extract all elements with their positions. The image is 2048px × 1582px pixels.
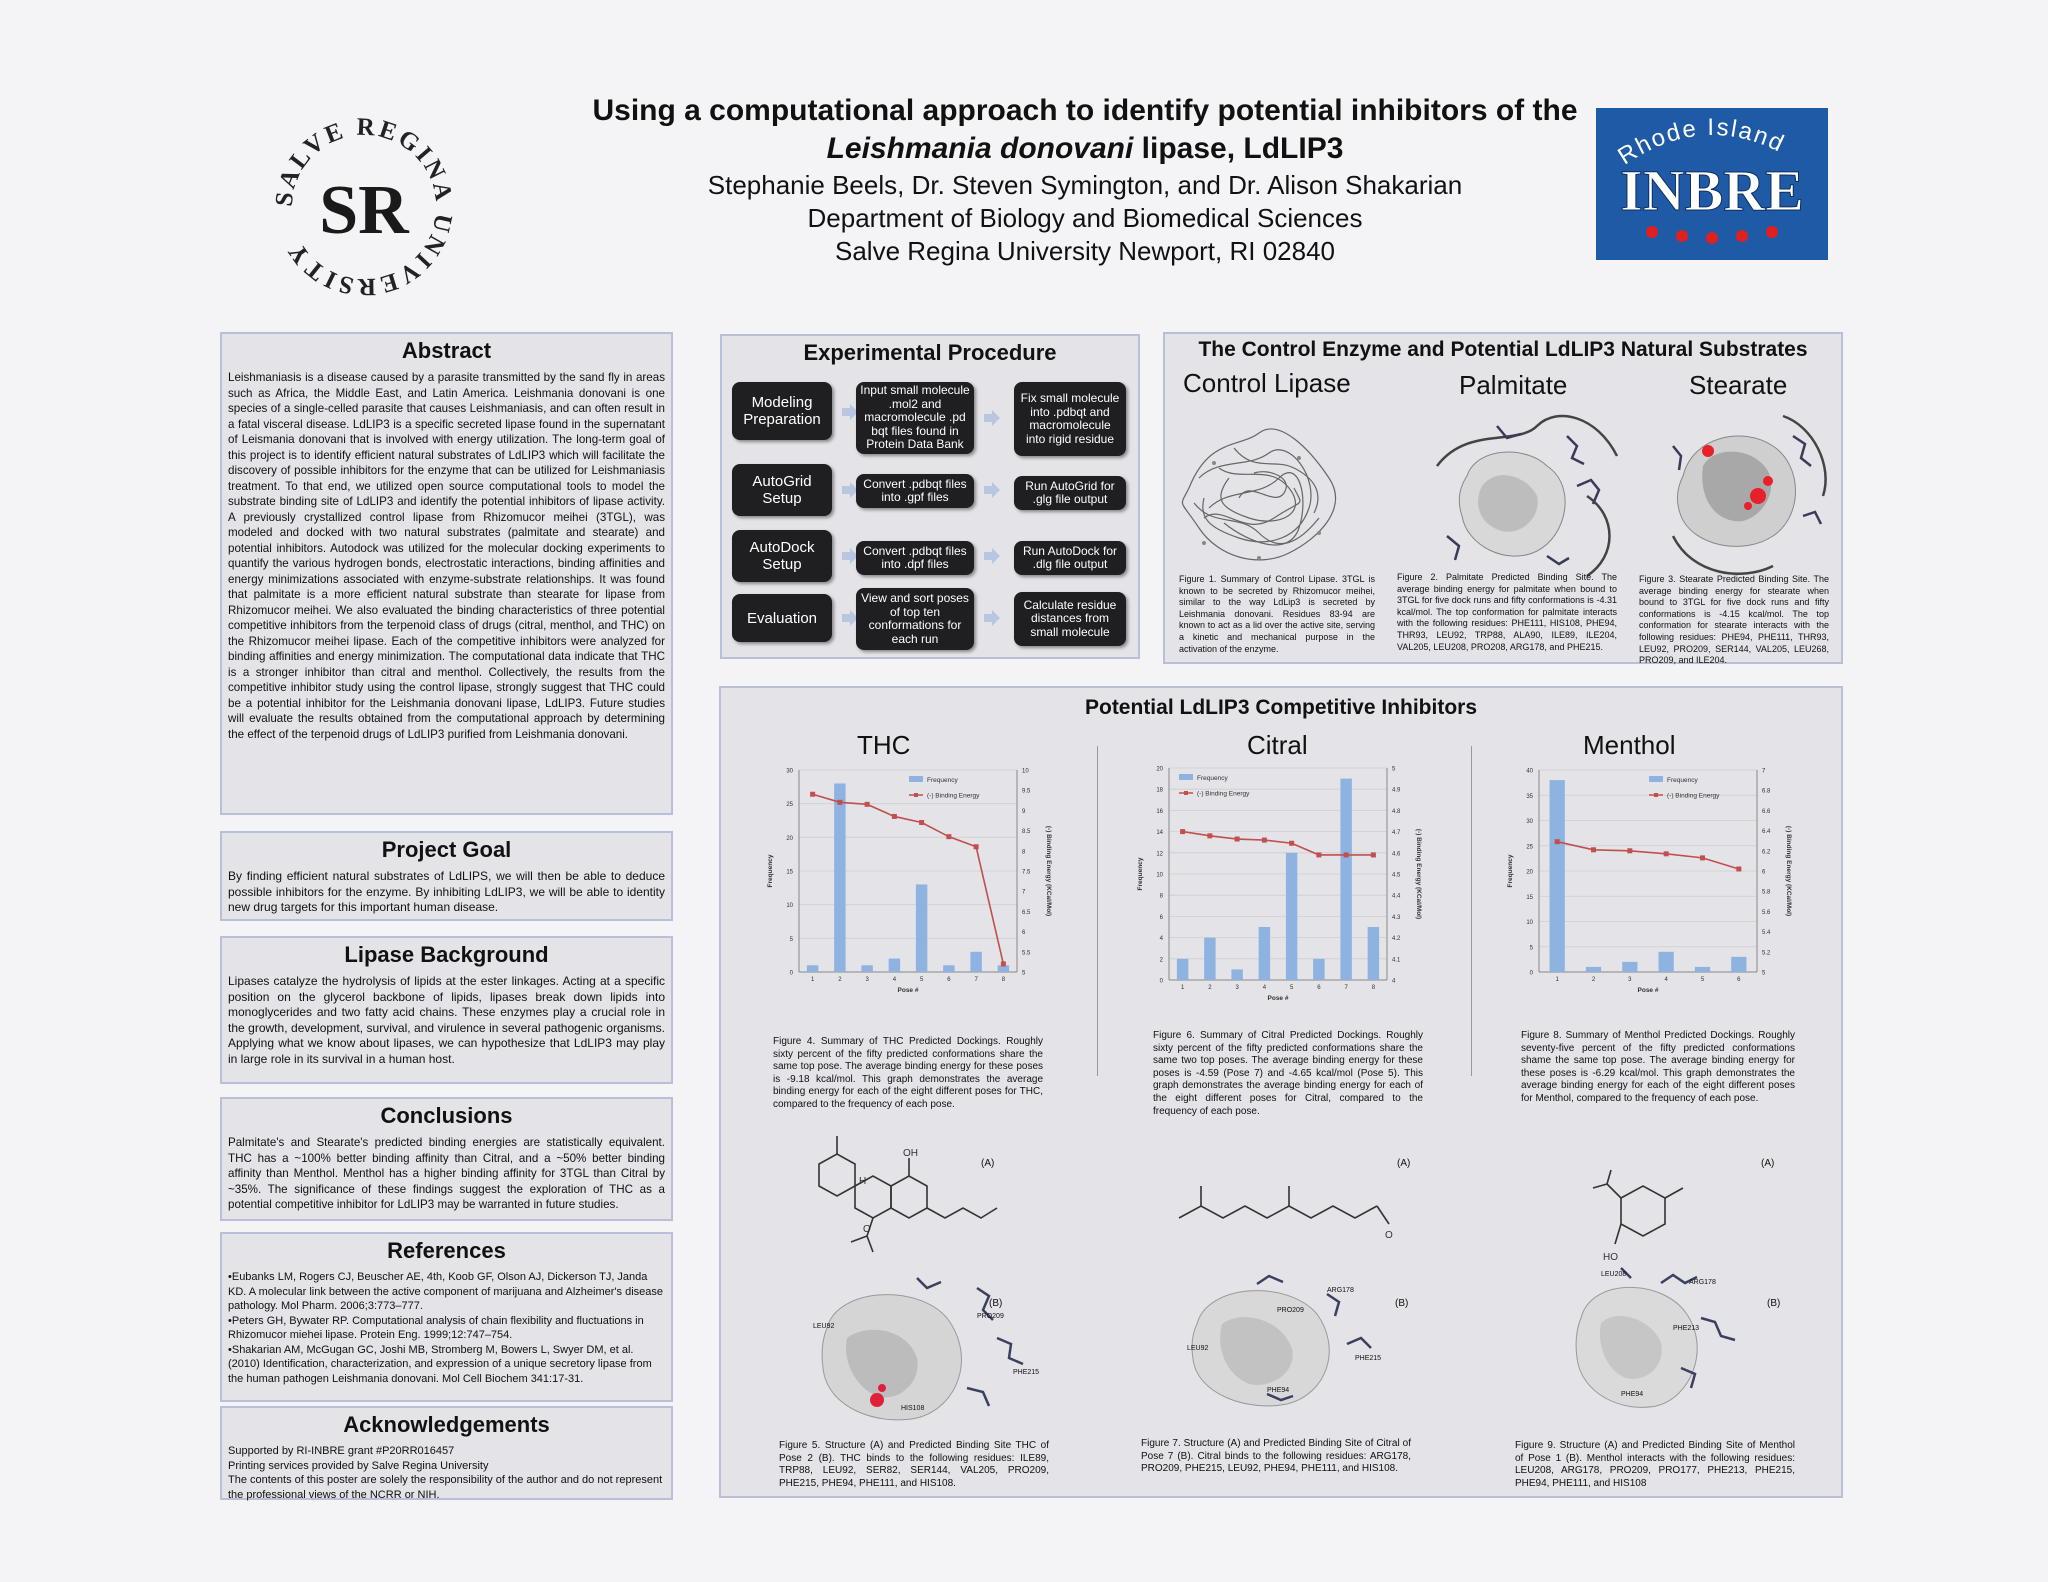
bar <box>1286 853 1297 980</box>
y-tick-label-right: 5.8 <box>1762 889 1771 896</box>
svg-text:Rhode Island: Rhode Island <box>1613 113 1790 171</box>
x-tick-label: 3 <box>1628 977 1632 983</box>
legend-label: Frequency <box>1197 775 1228 782</box>
label-menthol: Menthol <box>1583 730 1676 760</box>
residue-label: PHE215 <box>1355 1355 1382 1362</box>
ack-line: The contents of this poster are solely the responsibility of the author and do not represent the professional views of the NCRR or NIH. <box>228 1474 663 1501</box>
y-tick-label-right: 4.7 <box>1392 830 1401 837</box>
energy-point <box>810 792 815 797</box>
y-tick-label-right: 6.4 <box>1762 829 1771 836</box>
figure-6-caption: Figure 6. Summary of Citral Predicted Dockings. Roughly sixty percent of the fifty predicted conformations share the same two top poses. The average binding energy for these poses is -4.59 (Pose 7) and -4.65 kcal/mol (Pose 5). This graph demonstrates the average binding energy for each of the eight different poses for Citral, compared to the frequency of each pose. <box>1153 1030 1423 1117</box>
y-tick-label-left: 10 <box>1526 920 1533 926</box>
x-tick-label: 2 <box>838 977 842 983</box>
x-tick-label: 4 <box>1262 985 1267 991</box>
energy-point <box>1664 851 1669 856</box>
y-tick-label-left: 0 <box>789 970 793 977</box>
bar <box>807 965 818 972</box>
y-tick-label-left: 20 <box>1526 869 1533 876</box>
x-tick-label: 6 <box>947 977 951 983</box>
y-tick-label-left: 18 <box>1156 787 1163 794</box>
figure-4-caption: Figure 4. Summary of THC Predicted Dockings. Roughly sixty percent of the fifty predicted conformations share the same top pose. The average binding energy for these poses is -9.18 kcal/mol. This graph demonstrates the average binding energy for each of the eight different poses for THC, compared to the frequency of each pose. <box>773 1036 1043 1110</box>
y-tick-label-left: 8 <box>1159 893 1163 900</box>
legend-label: (-) Binding Energy <box>1197 790 1250 798</box>
y-tick-label-right: 4.3 <box>1392 914 1401 921</box>
marker-a: (A) <box>981 1158 995 1169</box>
bar <box>1368 927 1379 980</box>
y-tick-label-right: 6.2 <box>1762 849 1771 856</box>
energy-point <box>1316 852 1321 857</box>
citral-docking-chart <box>1133 760 1423 1010</box>
x-axis-label: Pose # <box>897 987 919 994</box>
y-tick-label-right: 9 <box>1022 808 1026 815</box>
residue-label: PRO209 <box>1277 1307 1304 1314</box>
bar <box>1731 957 1746 972</box>
y-tick-label-left: 35 <box>1526 793 1533 800</box>
y-tick-label-right: 4.6 <box>1392 851 1401 858</box>
y-tick-label-right: 4.8 <box>1392 808 1401 815</box>
energy-point <box>1736 866 1741 871</box>
legend-swatch-bar <box>1649 776 1663 782</box>
x-tick-label: 4 <box>892 977 897 983</box>
stearate-binding-image <box>1663 406 1838 586</box>
palmitate-binding-image <box>1427 406 1627 586</box>
y-tick-label-left: 5 <box>789 936 793 943</box>
residue-label: LEU92 <box>1187 1345 1209 1352</box>
marker-a: (A) <box>1761 1158 1775 1169</box>
bar <box>1177 959 1188 980</box>
bar <box>861 965 872 972</box>
svg-text:SR: SR <box>319 172 409 249</box>
legend-label: (-) Binding Energy <box>1667 792 1720 800</box>
references-panel <box>220 1232 673 1402</box>
energy-point <box>919 820 924 825</box>
y-tick-label-left: 10 <box>786 903 793 910</box>
department: Department of Biology and Biomedical Sciences <box>807 203 1363 233</box>
legend-swatch-point <box>1654 793 1658 797</box>
y-tick-label-left: 12 <box>1156 851 1163 858</box>
figure-8-caption: Figure 8. Summary of Menthol Predicted Dockings. Roughly seventy-five percent of the fifty predicted conformations shame the same top pose. The average binding energy for these poses is -6.29 kcal/mol. This graph demonstrates the average binding energy for each of the eight different poses for Menthol, compared to the frequency of each pose. <box>1521 1030 1795 1104</box>
x-axis-label: Pose # <box>1637 987 1659 994</box>
x-tick-label: 3 <box>1235 985 1239 991</box>
thc-docking-chart <box>763 762 1053 1002</box>
y-tick-label-left: 6 <box>1159 914 1163 921</box>
y-tick-label-right: 8 <box>1022 849 1026 856</box>
y-tick-label-right: 5 <box>1762 970 1766 977</box>
energy-point <box>1591 847 1596 852</box>
energy-point <box>892 814 897 819</box>
y-axis-label-right: (-) Binding Energy (KCal/Mol) <box>1785 825 1792 917</box>
energy-point <box>946 834 951 839</box>
title-line-2 <box>460 130 1710 168</box>
y-tick-label-right: 4.1 <box>1392 957 1401 964</box>
legend-label: (-) Binding Energy <box>927 792 980 800</box>
column-divider <box>1097 746 1098 1076</box>
label-citral: Citral <box>1247 730 1308 760</box>
citral-binding-site-image <box>1177 1264 1407 1414</box>
control-lipase-image <box>1179 418 1339 568</box>
residue-label: PHE94 <box>1621 1391 1644 1398</box>
input-evaluation: View and sort poses of top ten conformations for each run <box>856 588 974 650</box>
y-tick-label-right: 5 <box>1392 766 1396 773</box>
energy-point <box>1555 839 1560 844</box>
y-tick-label-left: 30 <box>1526 819 1533 825</box>
y-tick-label-right: 5.4 <box>1762 930 1771 937</box>
energy-point <box>837 800 842 805</box>
university: Salve Regina University Newport, RI 02840 <box>834 236 1336 266</box>
x-tick-label: 1 <box>810 977 815 983</box>
thc-binding-site-image <box>807 1268 1047 1428</box>
column-divider <box>1471 746 1472 1076</box>
y-tick-label-right: 7.5 <box>1022 869 1031 876</box>
substrates-panel <box>1163 332 1843 664</box>
svg-text:O: O <box>863 1224 871 1235</box>
x-tick-label: 8 <box>1001 977 1006 983</box>
x-tick-label: 7 <box>1344 985 1348 991</box>
energy-point <box>1235 837 1240 842</box>
svg-text:H: H <box>859 1176 867 1187</box>
energy-point <box>1371 852 1376 857</box>
residue-label: LEU92 <box>813 1323 835 1330</box>
marker-b: (B) <box>1767 1298 1781 1309</box>
title-species: Leishmania donovani <box>826 132 1134 165</box>
acknowledgements-title: Acknowledgements <box>343 1412 550 1437</box>
arrow-right-icon <box>984 482 1000 498</box>
arrow-right-icon <box>984 410 1000 426</box>
figure-1-caption: Figure 1. Summary of Control Lipase. 3TGL is known to be secreted by Rhizomucor meihei, similar to the way LdLip3 is secreted by Leishmania donovani. Residues 83-94 are known to act as a lid over the active site, serving a kinetic and mechanical purpose in the activation of the enzyme. <box>1179 574 1375 654</box>
residue-label: PHE94 <box>1267 1387 1290 1394</box>
reference-item: •Shakarian AM, McGugan GC, Joshi MB, Stromberg M, Bowers L, Swyer DM, et al. (2010) Identification, characterization, and expression of a unique secretory lipase from the human pathogen Leishmania donovani. Mol Cell Biochem 341:17-31. <box>228 1343 652 1385</box>
conclusions-title: Conclusions <box>380 1103 513 1128</box>
bar <box>1340 779 1351 980</box>
y-tick-label-left: 2 <box>1159 957 1163 964</box>
bar <box>1313 959 1324 980</box>
legend-swatch-bar <box>909 776 923 782</box>
y-tick-label-right: 5.6 <box>1762 909 1771 916</box>
background-text: Lipases catalyze the hydrolysis of lipids at the ester linkages. Acting at a specific position on the glycerol backbone of lipids, lipases break down lipids into monoglycerides and two fatty acid chains. These enzymes play a crucial role in the growth, development, survival, and virulence in several pathogenic organisms. Applying what we know about lipases, we can hypothesize that LdLIP3 may play in large role in its survival in a human host. <box>228 974 665 1066</box>
figure-3-caption: Figure 3. Stearate Predicted Binding Site. The average binding energy for stearate when bound to 3TGL for five dock runs and fifty conformations is -4.15 kcal/mol. The top conformation for stearate interacts with the following residues: PHE94, PHE111, THR93, LEU92, PRO209, SER144, VAL205, LEU268, PRO209, and ILE204. <box>1639 574 1829 666</box>
x-tick-label: 2 <box>1208 985 1212 991</box>
inhibitors-panel <box>719 686 1843 1498</box>
stage-modeling: Modeling Preparation <box>732 382 832 440</box>
output-modeling: Fix small molecule into .pdbqt and macromolecule into rigid residue <box>1014 382 1126 456</box>
marker-a: (A) <box>1397 1158 1411 1169</box>
legend-label: Frequency <box>1667 777 1698 784</box>
bar <box>970 952 981 972</box>
conclusions-text: Palmitate's and Stearate's predicted binding energies are statistically equivalent. THC has a ~100% better binding affinity than Citral, and a ~50% better binding affinity than Menthol. Menthol has a higher binding affinity for 3TGL than Citral by ~35%. The significance of these findings suggest the exploration of THC as a potential competitive inhibitor for LdLIP3 may be warranted in future studies. <box>228 1136 665 1212</box>
y-tick-label-left: 14 <box>1156 830 1163 837</box>
y-tick-label-left: 20 <box>786 835 793 842</box>
y-tick-label-right: 4.9 <box>1392 787 1401 794</box>
energy-point <box>1700 855 1705 860</box>
x-tick-label: 1 <box>1180 985 1185 991</box>
legend-label: Frequency <box>927 777 958 784</box>
input-modeling: Input small molecule .mol2 and macromolecule .pd bqt files found in Protein Data Bank <box>856 382 974 454</box>
energy-point <box>974 844 979 849</box>
y-tick-label-right: 6.6 <box>1762 808 1771 815</box>
y-tick-label-left: 25 <box>786 802 793 809</box>
y-tick-label-right: 6.8 <box>1762 788 1771 795</box>
inhibitors-title: Potential LdLIP3 Competitive Inhibitors <box>1084 696 1478 719</box>
energy-point <box>1001 961 1006 966</box>
residue-label: PHE213 <box>1673 1325 1700 1332</box>
substrates-title: The Control Enzyme and Potential LdLIP3 Natural Substrates <box>1198 338 1808 361</box>
bar <box>916 884 927 972</box>
y-axis-label-left: Frequency <box>767 854 774 888</box>
y-tick-label-left: 25 <box>1526 844 1533 851</box>
y-tick-label-right: 7 <box>1022 889 1026 896</box>
x-tick-label: 8 <box>1371 985 1376 991</box>
arrow-right-icon <box>984 610 1000 626</box>
acknowledgements-panel <box>220 1406 673 1500</box>
y-tick-label-left: 5 <box>1529 945 1533 952</box>
y-tick-label-left: 20 <box>1156 766 1163 773</box>
bar <box>1586 967 1601 972</box>
reference-item: •Eubanks LM, Rogers CJ, Beuscher AE, 4th, Koob GF, Olson AJ, Dickerson TJ, Janda KD. A molecular link between the active component of marijuana and Alzheimer's disease pathology. Mol Pharm. 2006;3:773–777. <box>228 1271 664 1312</box>
energy-point <box>1180 829 1185 834</box>
energy-point <box>1262 838 1267 843</box>
y-tick-label-left: 15 <box>786 869 793 876</box>
y-tick-label-right: 8.5 <box>1022 829 1031 836</box>
y-tick-label-left: 0 <box>1529 970 1533 977</box>
y-tick-label-right: 5.5 <box>1022 950 1031 957</box>
background-title: Lipase Background <box>344 942 549 967</box>
residue-label: PHE215 <box>1013 1369 1040 1376</box>
y-tick-label-right: 4.4 <box>1392 893 1401 900</box>
label-stearate: Stearate <box>1689 370 1788 400</box>
residue-label: LEU208 <box>1601 1271 1627 1278</box>
x-tick-label: 7 <box>974 977 978 983</box>
title-line-1: Using a computational approach to identify potential inhibitors of the <box>592 94 1578 127</box>
references-title: References <box>387 1238 506 1263</box>
y-tick-label-right: 4.2 <box>1392 936 1401 943</box>
stage-evaluation: Evaluation <box>732 594 832 642</box>
y-tick-label-right: 6 <box>1022 930 1026 937</box>
y-tick-label-right: 6.5 <box>1022 909 1031 916</box>
x-tick-label: 3 <box>865 977 869 983</box>
goal-text: By finding efficient natural substrates of LdLIPS, we will then be able to deduce possible inhibitors for the enzyme. By inhibiting LdLIP3, we will be able to identity new drug targets for this important human disease. <box>228 869 665 915</box>
inbre-logo <box>1596 108 1828 260</box>
energy-point <box>1344 852 1349 857</box>
x-tick-label: 5 <box>919 977 924 983</box>
y-tick-label-right: 7 <box>1762 768 1766 775</box>
goal-title: Project Goal <box>381 837 512 862</box>
abstract-title: Abstract <box>401 338 492 363</box>
y-axis-label-left: Frequency <box>1507 854 1514 888</box>
menthol-docking-chart <box>1503 762 1793 1002</box>
citral-structure-image <box>1173 1178 1413 1248</box>
y-axis-label-right: (-) Binding Energy (KCal/Mol) <box>1045 825 1052 917</box>
poster-title <box>460 92 1710 168</box>
x-tick-label: 6 <box>1737 977 1741 983</box>
svg-text:HO: HO <box>1603 1252 1618 1263</box>
svg-text:OH: OH <box>903 1148 918 1159</box>
residue-label: ARG178 <box>1689 1279 1716 1286</box>
ack-line: Supported by RI-INBRE grant #P20RR016457 <box>228 1445 455 1457</box>
bar <box>943 965 954 972</box>
bar <box>889 959 900 972</box>
x-tick-label: 5 <box>1289 985 1294 991</box>
residue-label: ARG178 <box>1327 1287 1354 1294</box>
x-tick-label: 2 <box>1591 977 1596 983</box>
residue-label: HIS108 <box>901 1405 925 1412</box>
bar <box>1231 969 1242 980</box>
x-tick-label: 4 <box>1664 977 1668 983</box>
x-axis-label: Pose # <box>1267 995 1289 1002</box>
bar <box>1622 962 1637 972</box>
y-tick-label-left: 10 <box>1156 872 1163 879</box>
energy-point <box>865 802 870 807</box>
y-tick-label-left: 16 <box>1156 808 1163 815</box>
legend-swatch-point <box>1184 791 1188 795</box>
label-control-lipase: Control Lipase <box>1183 368 1351 398</box>
procedure-panel <box>720 334 1140 659</box>
input-autodock: Convert .pdbqt files into .dpf files <box>856 541 974 575</box>
left-logo <box>262 105 467 310</box>
y-tick-label-right: 5 <box>1022 970 1026 977</box>
arrow-right-icon <box>984 548 1000 564</box>
residue-label: PRO209 <box>977 1313 1004 1320</box>
bar <box>1695 967 1710 972</box>
y-tick-label-right: 4 <box>1392 978 1396 985</box>
output-evaluation: Calculate residue distances from small molecule <box>1014 592 1126 646</box>
y-tick-label-left: 40 <box>1526 768 1533 775</box>
abstract-panel <box>220 332 673 815</box>
procedure-title: Experimental Procedure <box>803 340 1057 365</box>
stage-autodock: AutoDock Setup <box>732 530 832 582</box>
y-axis-label-left: Frequency <box>1137 857 1144 891</box>
goal-panel <box>220 831 673 921</box>
ack-line: Printing services provided by Salve Regina University <box>228 1459 489 1472</box>
legend-swatch-point <box>914 793 918 797</box>
y-tick-label-left: 4 <box>1159 936 1163 943</box>
thc-structure-image <box>779 1134 999 1264</box>
marker-b: (B) <box>989 1298 1003 1309</box>
svg-text:SALVE REGINA UNIVERSITY: SALVE REGINA UNIVERSITY <box>270 113 458 301</box>
figure-9-caption: Figure 9. Structure (A) and Predicted Binding Site of Menthol of Pose 1 (B). Menthol interacts with the following residues: LEU208, ARG178, PRO209, PRO177, PHE213, PHE215, PHE94, PHE111, and HIS108 <box>1515 1440 1795 1489</box>
legend-swatch-bar <box>1179 774 1193 780</box>
y-tick-label-right: 4.5 <box>1392 872 1401 879</box>
input-autogrid: Convert .pdbqt files into .gpf files <box>856 474 974 508</box>
y-tick-label-right: 10 <box>1022 768 1029 775</box>
bar <box>1550 780 1565 972</box>
y-tick-label-left: 15 <box>1526 894 1533 901</box>
title-suffix: lipase, LdLIP3 <box>1133 132 1344 165</box>
y-tick-label-right: 5.2 <box>1762 950 1771 957</box>
bar <box>1204 938 1215 980</box>
abstract-text: Leishmaniasis is a disease caused by a parasite transmitted by the sand fly in areas such as Africa, the Middle East, and Latin America. Leishmania donovani is one species of a single-celled parasite that causes Leishmaniasis, and can often result in a fatal visceral disease. LdLIP3 is a specific secreted lipase found in the supernatant of Leismania donovani that is involved with energy utilization. The long-term goal of this project is to identify efficient natural substrates of LdLIP3 which will facilitate the discovery of possible inhibitors for the enzyme that can be utilized for Leishmaniasis treatment. To that end, we utilized open source computational tools to model the substrate binding site of LdLIP3 and identify the potential inhibitors of lipase activity. A previously crystallized control lipase from Rhizomucor meihei (3TGL), was modeled and docked with two natural substrates (palmitate and stearate) and potential inhibitors. Autodock was utilized for the molecular docking experiments to quantify the various hydrogen bonds, electrostatic interactions, binding affinities and energy minimizations associated with enzyme-substrate relationships. It was found that palmitate is a more efficient natural substrate than stearate for lipase from Rhizomucor meihei. We also evaluated the binding characteristics of three potential competitive inhibitors from the terpenoid class of drugs (citral, menthol, and THC) on the Rhizomucor meihei lipase. Each of the competitive inhibitors were analyzed for binding affinities and energy minimization. The computational data indicate that THC is a stronger inhibitor than citral and menthol. Collectively, the results from the competitive inhibitor study using the control lipase, strongly suggest that THC could be a potential inhibitor for the Leishmania donovani lipase, LdLIP3. Future studies will evaluate the results obtained from the computational approach by determining the effect of the terpenoid drugs of LdLIP3 purified from Leishmania donovani. <box>228 371 665 741</box>
y-axis-label-right: (-) Binding Energy (KCal/Mol) <box>1415 828 1422 920</box>
background-panel <box>220 936 673 1084</box>
bar <box>1259 927 1270 980</box>
figure-5-caption: Figure 5. Structure (A) and Predicted Binding Site THC of Pose 2 (B). THC binds to the following residues: ILE89, TRP88, LEU92, SER82, SER144, VAL205, PRO209, PHE215, PHE94, PHE111, and HIS108. <box>779 1440 1049 1489</box>
energy-point <box>1627 848 1632 853</box>
bar <box>834 783 845 972</box>
y-tick-label-right: 6 <box>1762 869 1766 876</box>
bar <box>1659 952 1674 972</box>
authors: Stephanie Beels, Dr. Steven Symington, and Dr. Alison Shakarian <box>707 170 1463 200</box>
conclusions-panel <box>220 1097 673 1221</box>
energy-point <box>1289 841 1294 846</box>
menthol-binding-site-image <box>1561 1258 1781 1418</box>
x-tick-label: 5 <box>1700 977 1705 983</box>
figure-2-caption: Figure 2. Palmitate Predicted Binding Site. The average binding energy for palmitate when bound to 3TGL for five dock runs and fifty conformations is -4.31 kcal/mol. The top conformation for palmitate interacts with the following residues: PHE111, HIS108, PHE94, THR93, LEU92, TRP88, ALA90, ILE89, ILE204, VAL205, LEU208, PRO208, ARG178, and PHE215. <box>1397 572 1617 652</box>
label-thc: THC <box>857 730 911 760</box>
reference-item: •Peters GH, Bywater RP. Computational analysis of chain flexibility and fluctuations in Rhizomucor miehei lipase. Protein Eng. 1999;12:747–754. <box>228 1314 644 1341</box>
svg-text:INBRE: INBRE <box>1620 158 1804 223</box>
marker-b: (B) <box>1395 1298 1409 1309</box>
stage-autogrid: AutoGrid Setup <box>732 464 832 516</box>
svg-text:O: O <box>1385 1230 1393 1241</box>
energy-point <box>1207 833 1212 838</box>
x-tick-label: 6 <box>1317 985 1321 991</box>
y-tick-label-right: 9.5 <box>1022 788 1031 795</box>
label-palmitate: Palmitate <box>1459 370 1568 400</box>
y-tick-label-left: 0 <box>1159 978 1163 985</box>
output-autodock: Run AutoDock for .dlg file output <box>1014 541 1126 575</box>
x-tick-label: 1 <box>1555 977 1559 983</box>
y-tick-label-left: 30 <box>786 768 793 775</box>
output-autogrid: Run AutoGrid for .glg file output <box>1014 476 1126 510</box>
figure-7-caption: Figure 7. Structure (A) and Predicted Binding Site of Citral of Pose 7 (B). Citral binds to the following residues: ARG178, PRO209, PHE215, LEU92, PHE94, PHE111, and HIS108. <box>1141 1438 1411 1475</box>
